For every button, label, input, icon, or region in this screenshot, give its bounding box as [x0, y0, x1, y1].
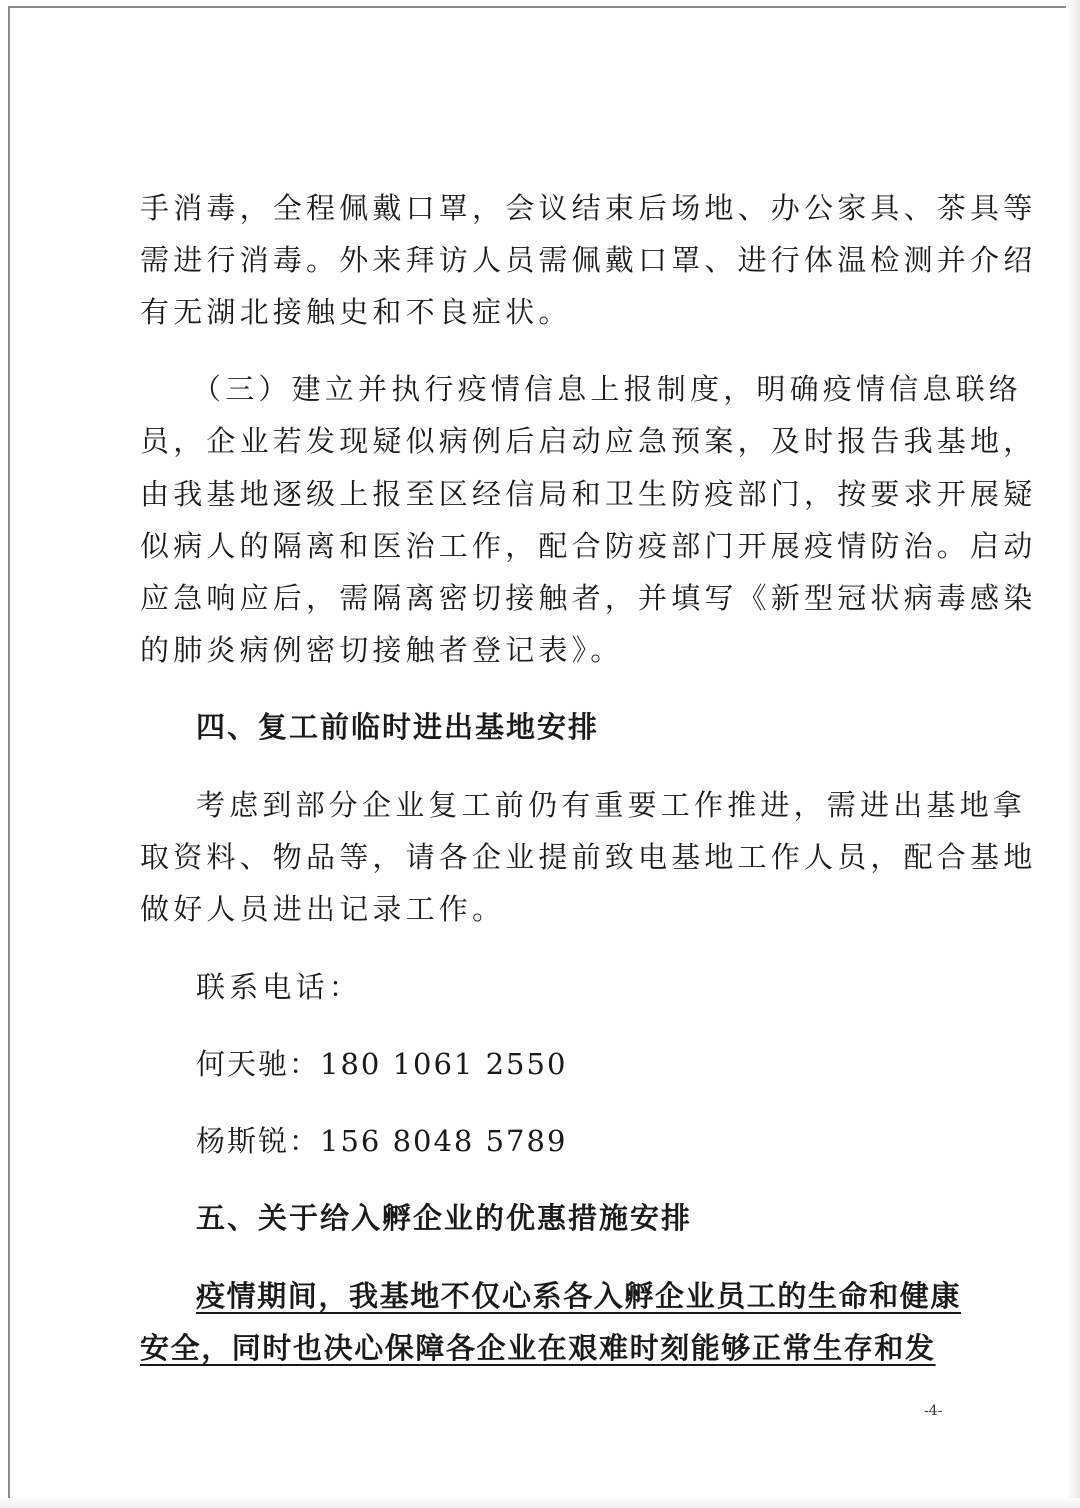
paragraph-line: 手消毒，全程佩戴口罩，会议结束后场地、办公家具、茶具等 — [140, 191, 1037, 225]
paragraph-line: 似病人的隔离和医治工作，配合防疫部门开展疫情防治。启动 — [140, 529, 1037, 563]
section-heading-4: 四、复工前临时进出基地安排 — [196, 710, 600, 744]
page-number: -4- — [924, 1403, 943, 1419]
paragraph-line: 做好人员进出记录工作。 — [140, 892, 506, 926]
contact-label: 联系电话： — [196, 970, 363, 1004]
paragraph-line: 需进行消毒。外来拜访人员需佩戴口罩、进行体温检测并介绍 — [140, 243, 1037, 277]
contact-yang-sirui: 杨斯锐：156 8048 5789 — [196, 1124, 568, 1158]
section-heading-5: 五、关于给入孵企业的优惠措施安排 — [196, 1201, 693, 1235]
paragraph-line: 有无湖北接触史和不良症状。 — [140, 295, 572, 329]
paragraph-line: 应急响应后，需隔离密切接触者，并填写《新型冠状病毒感染 — [140, 581, 1037, 615]
paragraph-line: 取资料、物品等，请各企业提前致电基地工作人员，配合基地 — [140, 840, 1037, 874]
page-edge-shadow-right — [1066, 0, 1080, 1508]
contact-he-tianchi: 何天驰：180 1061 2550 — [196, 1047, 568, 1081]
paragraph-line: 考虑到部分企业复工前仍有重要工作推进，需进出基地拿 — [196, 788, 1027, 822]
underlined-paragraph-line: 疫情期间，我基地不仅心系各入孵企业员工的生命和健康 — [196, 1279, 962, 1313]
paragraph-line: 的肺炎病例密切接触者登记表》。 — [140, 633, 624, 667]
paragraph-line: 员，企业若发现疑似病例后启动应急预案，及时报告我基地， — [140, 424, 1037, 458]
paragraph-line: 由我基地逐级上报至区经信局和卫生防疫部门，按要求开展疑 — [140, 477, 1037, 511]
underlined-paragraph-line: 安全，同时也决心保障各企业在艰难时刻能够正常生存和发 — [140, 1331, 936, 1365]
paragraph-line: （三）建立并执行疫情信息上报制度，明确疫情信息联络 — [192, 372, 1023, 406]
page-edge-shadow-bottom — [0, 1498, 1080, 1508]
